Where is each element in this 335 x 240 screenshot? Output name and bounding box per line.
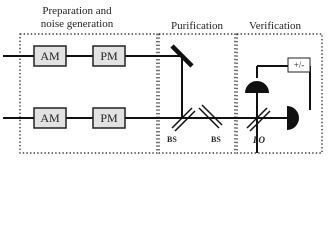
beam-splitter-3 bbox=[247, 108, 270, 131]
beam-splitter-1 bbox=[172, 108, 195, 131]
bs2-label: BS bbox=[211, 135, 221, 144]
right-detector-icon bbox=[287, 106, 299, 130]
verification-title: Verification bbox=[249, 20, 301, 32]
preparation-title-line1: Preparation and bbox=[42, 5, 112, 17]
bottom-pm-label: PM bbox=[100, 111, 118, 125]
top-detector-icon bbox=[245, 81, 269, 93]
bottom-am-label: AM bbox=[40, 111, 60, 125]
bs1-label: BS bbox=[167, 135, 177, 144]
top-pm-label: PM bbox=[100, 49, 118, 63]
preparation-title-line2: noise generation bbox=[40, 18, 114, 30]
lo-label: LO bbox=[253, 135, 265, 145]
top-am-label: AM bbox=[40, 49, 60, 63]
subtractor-label: +/- bbox=[293, 60, 305, 70]
purification-title: Purification bbox=[171, 20, 223, 32]
beam-splitter-2 bbox=[199, 105, 222, 128]
